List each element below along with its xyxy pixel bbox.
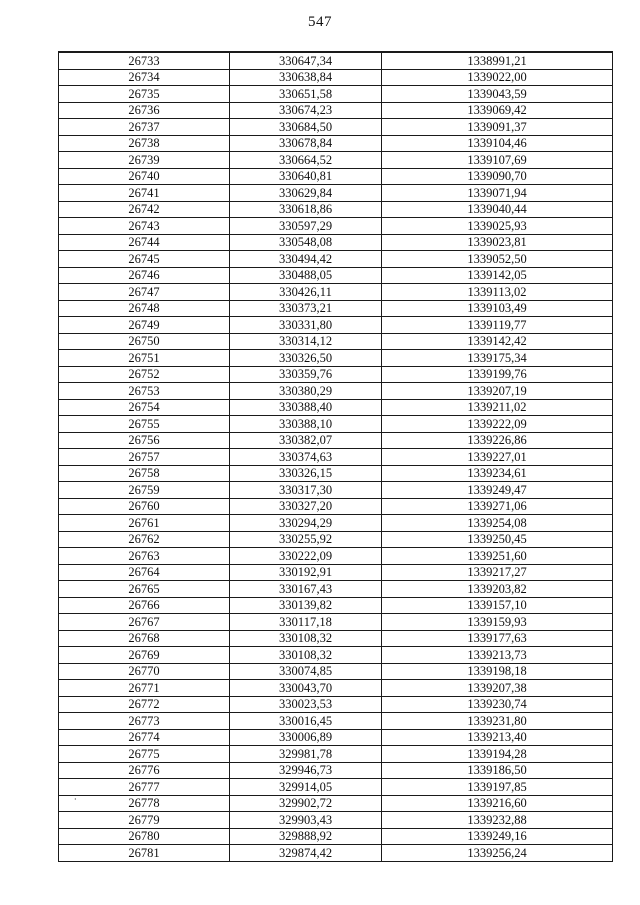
y-coordinate-cell: 1339231,80 [382,713,613,730]
x-coordinate-cell: 330222,09 [230,548,382,565]
point-number-cell: 26744 [59,234,230,251]
y-coordinate-cell: 1339052,50 [382,251,613,268]
table-row [59,828,613,845]
y-coordinate-cell: 1339249,16 [382,828,613,845]
table-row [59,713,613,730]
table-row [59,696,613,713]
point-number-cell: 26748 [59,300,230,317]
point-number-cell: 26780 [59,828,230,845]
table-row [59,185,613,202]
x-coordinate-cell: 329888,92 [230,828,382,845]
x-coordinate-cell: 330314,12 [230,333,382,350]
point-number-cell: 26781 [59,845,230,862]
y-coordinate-cell: 1338991,21 [382,52,613,69]
point-number-cell: 26767 [59,614,230,631]
point-number-cell: 26779 [59,812,230,829]
table-row [59,102,613,119]
x-coordinate-cell: 329981,78 [230,746,382,763]
x-coordinate-cell: 330294,29 [230,515,382,532]
y-coordinate-cell: 1339113,02 [382,284,613,301]
y-coordinate-cell: 1339254,08 [382,515,613,532]
table-row [59,119,613,136]
table-row [59,399,613,416]
point-number-cell: 26735 [59,86,230,103]
y-coordinate-cell: 1339249,47 [382,482,613,499]
x-coordinate-cell: 330326,15 [230,465,382,482]
point-number-cell: 26755 [59,416,230,433]
point-number-cell: 26760 [59,498,230,515]
table-row [59,498,613,515]
point-number-cell: 26759 [59,482,230,499]
table-row [59,383,613,400]
point-number-cell: 26753 [59,383,230,400]
point-number-cell: 26752 [59,366,230,383]
point-number-cell: 26741 [59,185,230,202]
y-coordinate-cell: 1339207,38 [382,680,613,697]
y-coordinate-cell: 1339199,76 [382,366,613,383]
x-coordinate-cell: 330548,08 [230,234,382,251]
y-coordinate-cell: 1339071,94 [382,185,613,202]
point-number-cell: 26758 [59,465,230,482]
table-row [59,366,613,383]
y-coordinate-cell: 1339025,93 [382,218,613,235]
point-number-cell: 26773 [59,713,230,730]
table-row [59,564,613,581]
point-number-cell: 26770 [59,663,230,680]
y-coordinate-cell: 1339104,46 [382,135,613,152]
y-coordinate-cell: 1339232,88 [382,812,613,829]
point-number-cell: 26775 [59,746,230,763]
table-row [59,350,613,367]
point-number-cell: 26754 [59,399,230,416]
table-row [59,69,613,86]
point-number-cell: 26757 [59,449,230,466]
table-row [59,630,613,647]
point-number-cell: 26768 [59,630,230,647]
point-number-cell: 26766 [59,597,230,614]
point-number-cell: 26733 [59,52,230,69]
x-coordinate-cell: 329946,73 [230,762,382,779]
y-coordinate-cell: 1339103,49 [382,300,613,317]
x-coordinate-cell: 330373,21 [230,300,382,317]
table-row [59,465,613,482]
coordinates-table-body [59,52,613,861]
page-number: 547 [308,14,332,30]
x-coordinate-cell: 330255,92 [230,531,382,548]
point-number-cell: 26737 [59,119,230,136]
table-row [59,845,613,862]
x-coordinate-cell: 330640,81 [230,168,382,185]
point-number-cell: 26751 [59,350,230,367]
table-row [59,647,613,664]
point-number-cell: 26776 [59,762,230,779]
x-coordinate-cell: 329874,42 [230,845,382,862]
table-row [59,284,613,301]
point-number-cell: 26734 [59,69,230,86]
table-row [59,812,613,829]
table-row [59,515,613,532]
point-number-cell: 26739 [59,152,230,169]
x-coordinate-cell: 330016,45 [230,713,382,730]
x-coordinate-cell: 330684,50 [230,119,382,136]
x-coordinate-cell: 329903,43 [230,812,382,829]
y-coordinate-cell: 1339271,06 [382,498,613,515]
point-number-cell: 26777 [59,779,230,796]
scan-mark: ⸳ [74,793,77,804]
table-row [59,729,613,746]
point-number-cell: 26771 [59,680,230,697]
table-row [59,86,613,103]
x-coordinate-cell: 330678,84 [230,135,382,152]
x-coordinate-cell: 330651,58 [230,86,382,103]
table-row [59,300,613,317]
table-row [59,201,613,218]
table-row [59,251,613,268]
x-coordinate-cell: 330108,32 [230,647,382,664]
table-row [59,168,613,185]
y-coordinate-cell: 1339217,27 [382,564,613,581]
y-coordinate-cell: 1339226,86 [382,432,613,449]
y-coordinate-cell: 1339142,05 [382,267,613,284]
x-coordinate-cell: 330108,32 [230,630,382,647]
x-coordinate-cell: 330597,29 [230,218,382,235]
y-coordinate-cell: 1339159,93 [382,614,613,631]
y-coordinate-cell: 1339023,81 [382,234,613,251]
y-coordinate-cell: 1339040,44 [382,201,613,218]
x-coordinate-cell: 329902,72 [230,795,382,812]
x-coordinate-cell: 330426,11 [230,284,382,301]
y-coordinate-cell: 1339198,18 [382,663,613,680]
table-row [59,333,613,350]
point-number-cell: 26762 [59,531,230,548]
x-coordinate-cell: 330317,30 [230,482,382,499]
y-coordinate-cell: 1339177,63 [382,630,613,647]
x-coordinate-cell: 330674,23 [230,102,382,119]
x-coordinate-cell: 330664,52 [230,152,382,169]
y-coordinate-cell: 1339119,77 [382,317,613,334]
point-number-cell: 26774 [59,729,230,746]
y-coordinate-cell: 1339203,82 [382,581,613,598]
table-row [59,680,613,697]
x-coordinate-cell: 330192,91 [230,564,382,581]
x-coordinate-cell: 330638,84 [230,69,382,86]
x-coordinate-cell: 330382,07 [230,432,382,449]
y-coordinate-cell: 1339043,59 [382,86,613,103]
x-coordinate-cell: 330629,84 [230,185,382,202]
table-row [59,234,613,251]
y-coordinate-cell: 1339022,00 [382,69,613,86]
table-row [59,218,613,235]
x-coordinate-cell: 330006,89 [230,729,382,746]
table-row [59,432,613,449]
point-number-cell: 26743 [59,218,230,235]
y-coordinate-cell: 1339250,45 [382,531,613,548]
y-coordinate-cell: 1339213,73 [382,647,613,664]
y-coordinate-cell: 1339251,60 [382,548,613,565]
y-coordinate-cell: 1339207,19 [382,383,613,400]
point-number-cell: 26747 [59,284,230,301]
x-coordinate-cell: 330618,86 [230,201,382,218]
y-coordinate-cell: 1339069,42 [382,102,613,119]
table-row [59,597,613,614]
table-row [59,581,613,598]
x-coordinate-cell: 330488,05 [230,267,382,284]
x-coordinate-cell: 330380,29 [230,383,382,400]
y-coordinate-cell: 1339157,10 [382,597,613,614]
table-row [59,52,613,69]
table-row [59,779,613,796]
x-coordinate-cell: 330023,53 [230,696,382,713]
y-coordinate-cell: 1339234,61 [382,465,613,482]
point-number-cell: 26764 [59,564,230,581]
y-coordinate-cell: 1339175,34 [382,350,613,367]
y-coordinate-cell: 1339090,70 [382,168,613,185]
point-number-cell: 26742 [59,201,230,218]
y-coordinate-cell: 1339186,50 [382,762,613,779]
point-number-cell: 26756 [59,432,230,449]
y-coordinate-cell: 1339230,74 [382,696,613,713]
x-coordinate-cell: 329914,05 [230,779,382,796]
x-coordinate-cell: 330326,50 [230,350,382,367]
point-number-cell: 26778 [59,795,230,812]
y-coordinate-cell: 1339142,42 [382,333,613,350]
x-coordinate-cell: 330043,70 [230,680,382,697]
table-row [59,548,613,565]
table-row [59,762,613,779]
x-coordinate-cell: 330647,34 [230,52,382,69]
y-coordinate-cell: 1339091,37 [382,119,613,136]
x-coordinate-cell: 330359,76 [230,366,382,383]
table-row [59,531,613,548]
point-number-cell: 26750 [59,333,230,350]
y-coordinate-cell: 1339211,02 [382,399,613,416]
y-coordinate-cell: 1339216,60 [382,795,613,812]
x-coordinate-cell: 330388,10 [230,416,382,433]
x-coordinate-cell: 330327,20 [230,498,382,515]
table-row [59,795,613,812]
table-row [59,267,613,284]
point-number-cell: 26761 [59,515,230,532]
x-coordinate-cell: 330117,18 [230,614,382,631]
x-coordinate-cell: 330374,63 [230,449,382,466]
point-number-cell: 26740 [59,168,230,185]
x-coordinate-cell: 330167,43 [230,581,382,598]
y-coordinate-cell: 1339194,28 [382,746,613,763]
table-row [59,663,613,680]
point-number-cell: 26738 [59,135,230,152]
table-row [59,317,613,334]
point-number-cell: 26749 [59,317,230,334]
point-number-cell: 26765 [59,581,230,598]
y-coordinate-cell: 1339256,24 [382,845,613,862]
y-coordinate-cell: 1339107,69 [382,152,613,169]
x-coordinate-cell: 330139,82 [230,597,382,614]
table-row [59,482,613,499]
y-coordinate-cell: 1339227,01 [382,449,613,466]
table-row [59,449,613,466]
x-coordinate-cell: 330074,85 [230,663,382,680]
point-number-cell: 26745 [59,251,230,268]
table-row [59,152,613,169]
point-number-cell: 26746 [59,267,230,284]
y-coordinate-cell: 1339222,09 [382,416,613,433]
point-number-cell: 26769 [59,647,230,664]
point-number-cell: 26736 [59,102,230,119]
table-row [59,614,613,631]
table-row [59,746,613,763]
table-row [59,416,613,433]
x-coordinate-cell: 330331,80 [230,317,382,334]
table-row [59,135,613,152]
point-number-cell: 26763 [59,548,230,565]
coordinates-table [58,51,613,862]
point-number-cell: 26772 [59,696,230,713]
x-coordinate-cell: 330494,42 [230,251,382,268]
y-coordinate-cell: 1339213,40 [382,729,613,746]
y-coordinate-cell: 1339197,85 [382,779,613,796]
x-coordinate-cell: 330388,40 [230,399,382,416]
